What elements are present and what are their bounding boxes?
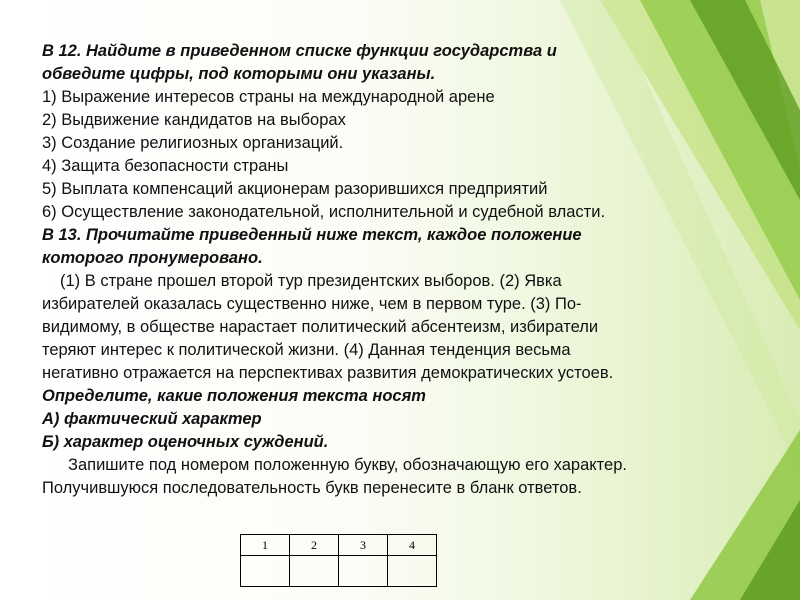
- b13-instruction-line1: Запишите под номером положенную букву, обозначающую его характер.: [68, 456, 627, 474]
- answer-table: [240, 534, 437, 587]
- b13-option-a: А) фактический характер: [42, 410, 262, 428]
- answer-table-input-row: [241, 556, 437, 587]
- b13-title-line1: В 13. Прочитайте приведенный ниже текст, каждое положение: [42, 226, 582, 244]
- b12-item-3: 3) Создание религиозных организаций.: [42, 134, 344, 152]
- b13-text-line-3: видимому, в обществе нарастает политический абсентеизм, избиратели: [42, 318, 599, 336]
- b13-instruction-line2: Получившуюся последовательность букв перенесите в бланк ответов.: [42, 479, 582, 497]
- b12-item-2: 2) Выдвижение кандидатов на выборах: [42, 111, 346, 129]
- b13-title-line2: которого пронумеровано.: [42, 249, 263, 267]
- b13-text-line-5: негативно отражается на перспективах развития демократических устоев.: [42, 364, 614, 382]
- b13-text-line-4: теряют интерес к политической жизни. (4) Данная тенденция весьма: [42, 341, 571, 359]
- answer-table-header-2: 2: [290, 535, 339, 556]
- answer-cell-2[interactable]: [290, 556, 339, 587]
- b12-title-line1: В 12. Найдите в приведенном списке функции государства и: [42, 42, 557, 60]
- answer-table-header-1: 1: [241, 535, 290, 556]
- answer-table-header-row: [241, 535, 437, 556]
- b13-question: Определите, какие положения текста носят: [42, 387, 426, 405]
- answer-cell-3[interactable]: [339, 556, 388, 587]
- b12-title-line2: обведите цифры, под которыми они указаны.: [42, 65, 436, 83]
- b13-text-line-1: (1) В стране прошел второй тур президентских выборов. (2) Явка: [60, 272, 562, 290]
- answer-cell-4[interactable]: [388, 556, 437, 587]
- b12-item-5: 5) Выплата компенсаций акционерам разорившихся предприятий: [42, 180, 548, 198]
- b13-text-line-2: избирателей оказалась существенно ниже, чем в первом туре. (3) По-: [42, 295, 582, 313]
- b12-item-4: 4) Защита безопасности страны: [42, 157, 289, 175]
- b12-item-6: 6) Осуществление законодательной, исполнительной и судебной власти.: [42, 203, 606, 221]
- b13-option-b: Б) характер оценочных суждений.: [42, 433, 329, 451]
- answer-table-header-3: 3: [339, 535, 388, 556]
- b12-item-1: 1) Выражение интересов страны на международной арене: [42, 88, 495, 106]
- answer-cell-1[interactable]: [241, 556, 290, 587]
- document-text: [42, 40, 762, 500]
- answer-table-header-4: 4: [388, 535, 437, 556]
